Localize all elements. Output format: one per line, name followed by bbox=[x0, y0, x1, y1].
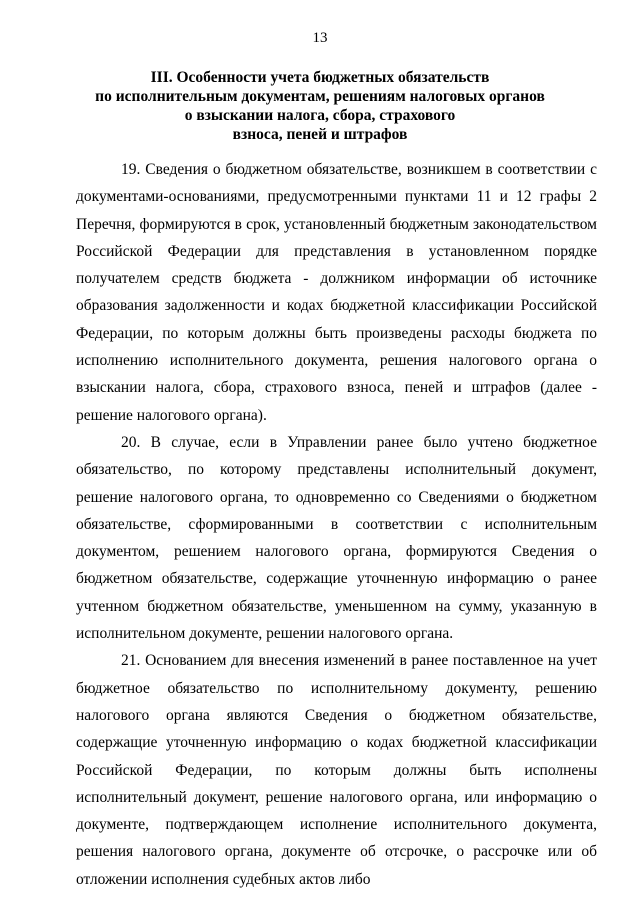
heading-line-3: о взыскании налога, сбора, страхового bbox=[184, 107, 456, 124]
heading-line-1: III. Особенности учета бюджетных обязательств bbox=[150, 69, 490, 86]
paragraph-21: 21. Основанием для внесения изменений в ранее поставленное на учет бюджетное обязательство по исполнительному документу, решению налогового органа являются Сведения о бюджетном обязательстве, содержащие уточненную информацию о кодах бюджетной классификации Российской Федерации, по которым должны быть исполнены исполнительный документ, решение налогового органа, или информацию о документе, подтверждающем исполнение исполнительного документа, решения налогового органа, документе об отсрочке, о рассрочке или об отложении исполнения судебных актов либо bbox=[76, 652, 597, 888]
paragraph-19: 19. Сведения о бюджетном обязательстве, возникшем в соответствии с документами-основаниями, предусмотренными пунктами 11 и 12 графы 2 Перечня, формируются в срок, установленный бюджетным законодательством Российской Федерации для представления в установленном порядке получателем средств бюджета - должником информации об источнике образования задолженности и кодах бюджетной классификации Российской Федерации, по которым должны быть произведены расходы бюджета по исполнению исполнительного документа, решения налогового органа о взыскании налога, сбора, страхового взноса, пеней и штрафов (далее - решение налогового органа). bbox=[76, 161, 597, 424]
paragraph-20: 20. В случае, если в Управлении ранее было учтено бюджетное обязательство, по которому представлены исполнительный документ, решение налогового органа, то одновременно со Сведениями о бюджетном обязательстве, сформированными в соответствии с исполнительным документом, решением налогового органа, формируются Сведения о бюджетном обязательстве, содержащие уточненную информацию о ранее учтенном бюджетном обязательстве, уменьшенном на сумму, указанную в исполнительном документе, решении налогового органа. bbox=[76, 433, 597, 643]
page-number: 13 bbox=[312, 30, 328, 46]
heading-line-4: взноса, пеней и штрафов bbox=[232, 126, 408, 143]
section-heading bbox=[80, 68, 560, 144]
document-body bbox=[76, 156, 597, 893]
heading-line-2: по исполнительным документам, решениям налоговых органов bbox=[95, 88, 545, 105]
